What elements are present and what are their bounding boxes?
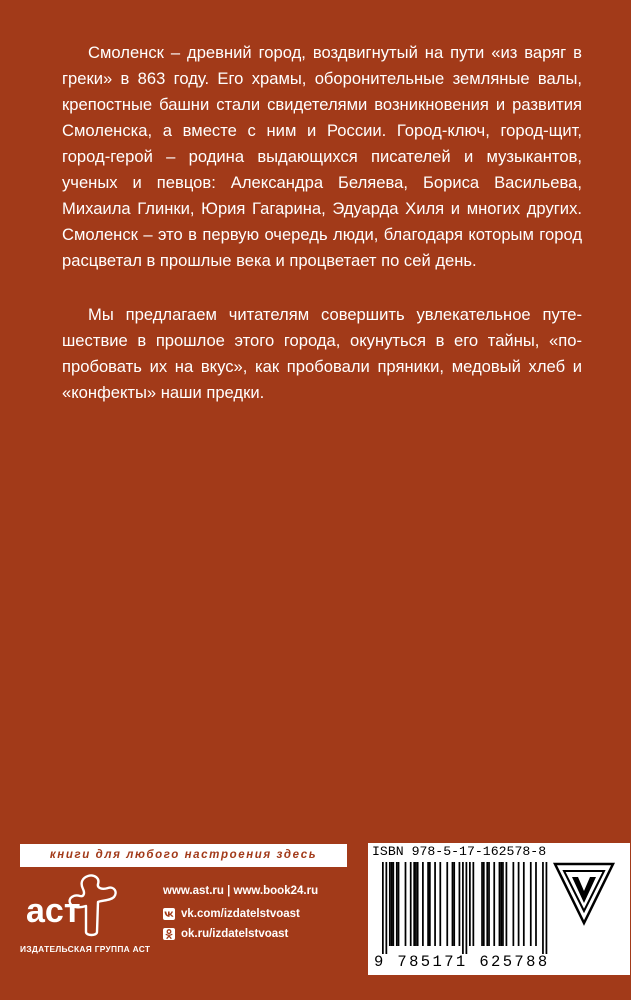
barcode-bar	[446, 862, 448, 946]
barcode-guard-bar	[462, 862, 464, 954]
vk-link-text[interactable]: vk.com/izdatelstvoast	[181, 908, 300, 920]
annotation-text	[62, 40, 582, 406]
publisher-caption: ИЗДАТЕЛЬСКАЯ ГРУППА АСТ	[20, 944, 151, 954]
barcode-bar	[398, 862, 400, 946]
barcode-guard-bar	[542, 862, 544, 954]
ok-link-text[interactable]: ok.ru/izdatelstvoast	[181, 928, 289, 940]
barcode-digits: 9 785171 625788	[374, 953, 550, 971]
ast-logo-letters: аст	[26, 892, 81, 930]
barcode-bar	[452, 862, 454, 946]
vk-icon	[163, 908, 175, 920]
barcode-bar	[391, 862, 393, 946]
barcode-bar	[481, 862, 483, 946]
barcode-bar	[469, 862, 471, 946]
barcode-bar	[389, 862, 391, 946]
ok-icon	[163, 928, 175, 940]
barcode-bar	[530, 862, 532, 946]
barcode-bar	[518, 862, 520, 946]
barcode-bar	[472, 862, 474, 946]
barcode-bar	[486, 862, 488, 946]
barcode-bar	[453, 862, 455, 946]
annotation-paragraph-2: Мы предлагаем читателям совершить увлекательное путешествие в прошлое этого города, окунуться в его тайны, «попробовать их на вкус», как пробовали пряники, медовый хлеб и «конфекты» наши предки.	[62, 305, 582, 402]
barcode-bar	[459, 862, 461, 946]
barcode-bar	[513, 862, 515, 946]
barcode-bar	[483, 862, 485, 946]
barcode-bar	[396, 862, 398, 946]
barcode-bar	[502, 862, 504, 946]
vk-link[interactable]	[163, 904, 318, 924]
barcode-bar	[413, 862, 415, 946]
barcode-bar	[405, 862, 407, 946]
ok-link[interactable]	[163, 924, 318, 944]
barcode-bar	[392, 862, 394, 946]
barcode-bar	[500, 862, 502, 946]
barcode-bar	[410, 862, 412, 946]
barcode-guard-bar	[382, 862, 384, 954]
tagline-bar: книги для любого настроения здесь	[20, 844, 347, 867]
ast-logo-icon	[22, 872, 126, 940]
barcode-bar	[429, 862, 431, 946]
barcode-bar	[422, 862, 424, 946]
barcode-bar	[439, 862, 441, 946]
v-logo-icon	[551, 860, 617, 926]
barcode-bar	[493, 862, 495, 946]
isbn-label: ISBN 978-5-17-162578-8	[372, 844, 547, 859]
publisher-links	[163, 880, 318, 944]
barcode-bar	[488, 862, 490, 946]
barcode-guard-bar	[546, 862, 548, 954]
barcode-bar	[415, 862, 417, 946]
website-links[interactable]: www.ast.ru | www.book24.ru	[163, 885, 319, 897]
barcode-bar	[535, 862, 537, 946]
barcode-guard-bar	[385, 862, 387, 954]
barcode-bar	[427, 862, 429, 946]
barcode-bar	[499, 862, 501, 946]
annotation-paragraph-1: Смоленск – древний город, воздвигнутый на пути «из варяг в греки» в 863 году. Его храмы, оборонительные земляные валы, крепостные башни стали свидетелями возникновения и развития Смоленска, а вместе с ним и России. Город-ключ, город-щит, город-герой – родина выдающихся писателей и музыкантов, ученых и певцов: Александра Беляева, Бориса Васильева, Михаила Глинки, Юрия Гагарина, Эдуарда Хиля и многих других. Смоленск – это в первую очередь люди, благодаря которым город расцветал в прошлые века и процветает по сей день.	[62, 43, 582, 270]
barcode-bar	[417, 862, 419, 946]
barcode-bar	[523, 862, 525, 946]
barcode-icon	[368, 862, 548, 954]
barcode-bar	[506, 862, 508, 946]
barcode-guard-bar	[466, 862, 468, 954]
barcode-bar	[434, 862, 436, 946]
